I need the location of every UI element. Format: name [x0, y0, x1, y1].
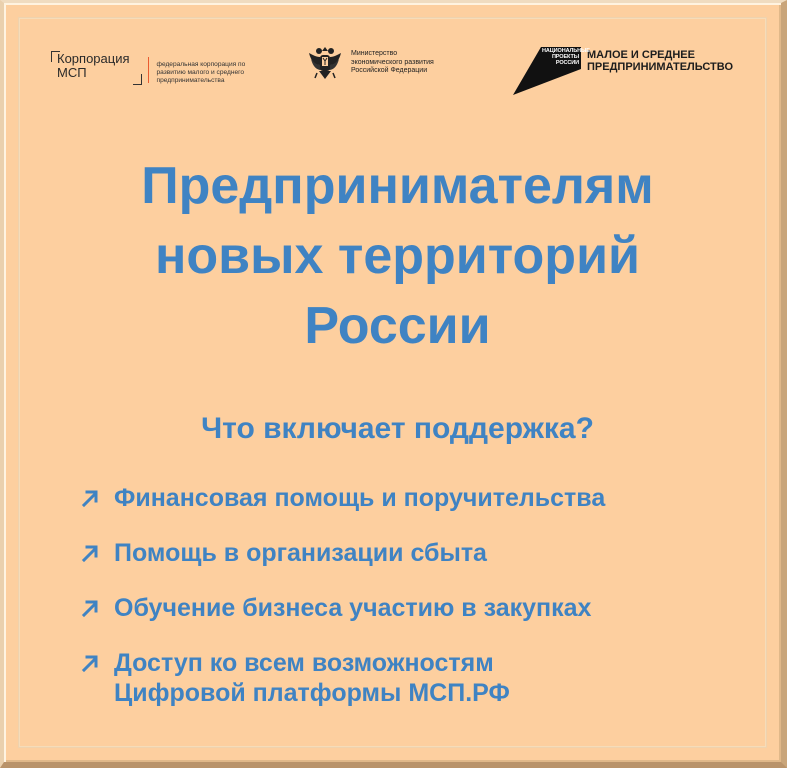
list-item-text: Помощь в организации сбыта	[114, 539, 487, 567]
np-badge-line3: РОССИИ	[555, 60, 579, 66]
list-item-text: Финансовая помощь и поручительства	[114, 484, 606, 512]
list-item-text	[114, 648, 510, 708]
ministry-line2: экономического развития	[351, 58, 434, 66]
korporatsiya-name-line1: Корпорация	[57, 51, 130, 66]
arrow-up-right-icon	[80, 543, 100, 563]
subtitle: Что включает поддержка?	[201, 412, 594, 445]
ministry-name	[351, 50, 471, 76]
support-list	[80, 483, 760, 708]
korporatsiya-description: федеральная корпорация по развитию малого и среднего предпринимательства	[156, 61, 246, 84]
np-line2: ПРЕДПРИНИМАТЕЛЬСТВО	[587, 61, 733, 73]
list-item	[80, 648, 760, 708]
national-projects-name	[587, 49, 733, 73]
eagle-emblem-icon	[307, 43, 343, 83]
title-line3: России	[304, 297, 491, 355]
arrow-up-right-icon	[80, 488, 100, 508]
title-line1: Предпринимателям	[141, 157, 654, 215]
list-item-text-line1: Доступ ко всем возможностям	[114, 649, 494, 677]
ministry-line1: Министерство	[351, 50, 398, 58]
title-line2: новых территорий	[154, 227, 641, 285]
list-item	[80, 538, 760, 568]
national-projects-badge	[542, 48, 590, 66]
main-title	[4, 151, 787, 361]
national-projects-logo	[513, 47, 733, 95]
korporatsiya-wordmark	[51, 51, 136, 82]
arrow-up-right-icon	[80, 598, 100, 618]
korporatsiya-msp-logo	[51, 51, 272, 95]
list-item	[80, 593, 760, 623]
korporatsiya-name-line2: МСП	[57, 65, 87, 80]
list-item-text-line2: Цифровой платформы МСП.РФ	[114, 679, 510, 707]
ministry-line3: Российской Федерации	[351, 67, 428, 75]
np-badge-line2: ПРОЕКТЫ	[551, 54, 579, 60]
list-item	[80, 483, 760, 513]
np-badge-line1: НАЦИОНАЛЬНЫЕ	[542, 48, 590, 54]
korporatsiya-divider	[148, 57, 149, 83]
national-projects-mark	[513, 47, 590, 95]
list-item-text: Обучение бизнеса участию в закупках	[114, 594, 592, 622]
np-line1: МАЛОЕ И СРЕДНЕЕ	[587, 49, 695, 61]
ministry-logo	[307, 43, 471, 83]
arrow-up-right-icon	[80, 653, 100, 673]
